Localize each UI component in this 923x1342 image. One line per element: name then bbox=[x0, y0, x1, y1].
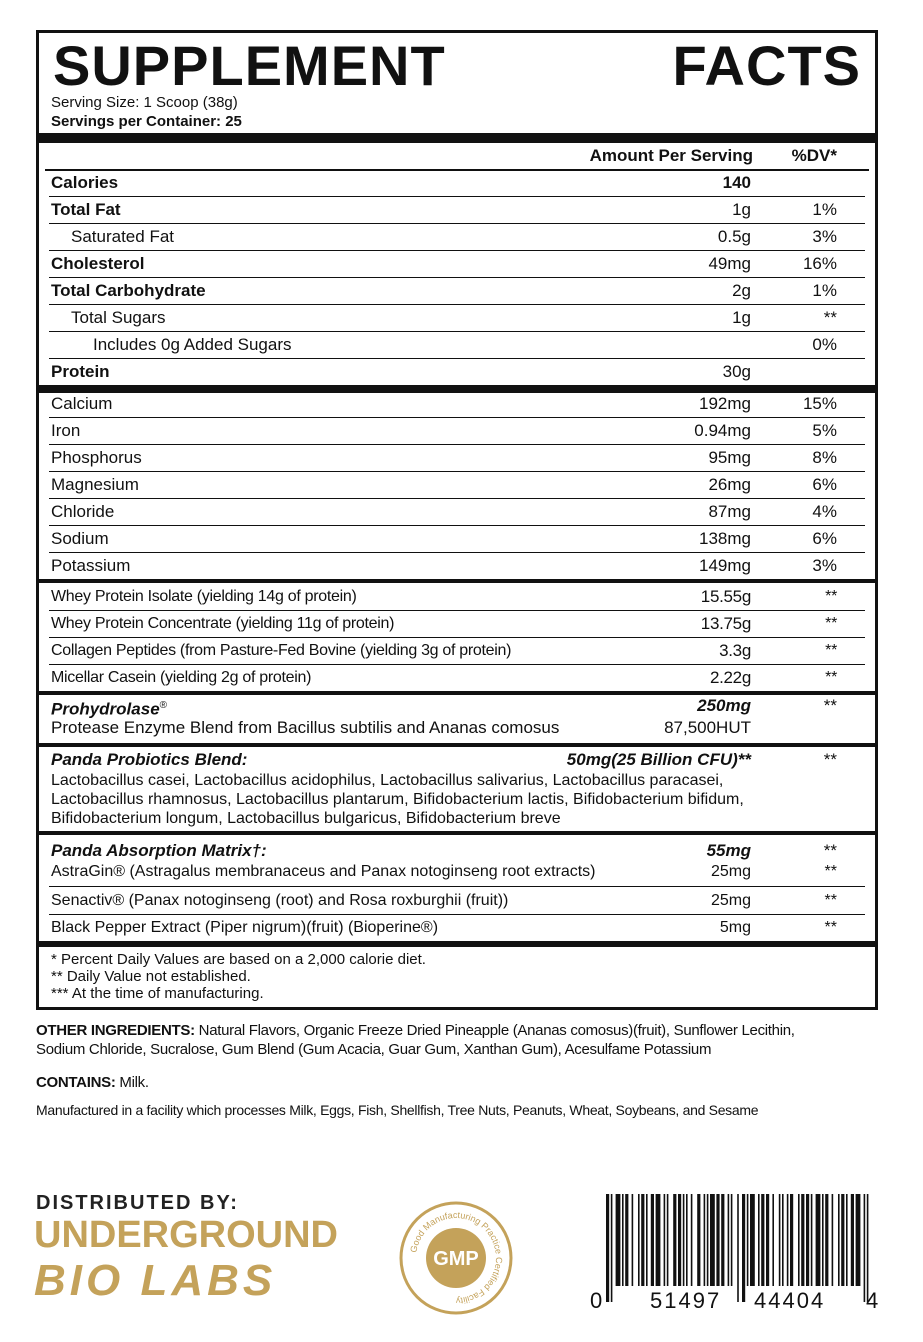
ingredient-label: Black Pepper Extract (Piper nigrum)(fruit) (Bioperine®) bbox=[51, 919, 439, 936]
contains-statement bbox=[36, 1073, 886, 1092]
ingredient-label: Whey Protein Concentrate (yielding 11g of protein) bbox=[51, 615, 395, 632]
barcode-bar bbox=[822, 1194, 824, 1286]
footnote: *** At the time of manufacturing. bbox=[51, 985, 264, 1002]
thick-divider bbox=[39, 579, 875, 583]
barcode-bar bbox=[787, 1194, 789, 1286]
nutrient-row-total-sugars bbox=[39, 305, 875, 331]
barcode-bar bbox=[832, 1194, 834, 1286]
barcode-bar bbox=[721, 1194, 724, 1286]
barcode-bar bbox=[673, 1194, 676, 1286]
dv-header: %DV* bbox=[791, 146, 837, 165]
nutrient-dv: 0% bbox=[812, 335, 837, 354]
ingredient-dv: ** bbox=[824, 863, 837, 880]
nutrient-amount: 1g bbox=[732, 200, 751, 219]
barcode-bar bbox=[856, 1194, 861, 1286]
nutrient-label: Phosphorus bbox=[51, 448, 142, 467]
barcode-bar bbox=[731, 1194, 733, 1286]
nutrient-dv: 1% bbox=[812, 281, 837, 300]
barcode-bar bbox=[801, 1194, 804, 1286]
barcode-icon bbox=[588, 1192, 884, 1312]
ingredient-amount: 3.3g bbox=[719, 641, 751, 660]
ingredient-amount: 15.55g bbox=[700, 587, 751, 606]
absorption-item-senactiv bbox=[39, 889, 875, 913]
barcode-digits-right: 44404 bbox=[754, 1288, 826, 1312]
nutrient-amount: 1g bbox=[732, 308, 751, 327]
barcode-digits-left: 51497 bbox=[650, 1288, 722, 1312]
nutrient-amount: 95mg bbox=[708, 448, 751, 467]
prohydrolase-row bbox=[39, 695, 875, 717]
absorption-dv: ** bbox=[823, 841, 837, 860]
mineral-row-magnesium bbox=[39, 472, 875, 498]
barcode-bar bbox=[632, 1194, 634, 1286]
barcode-bar bbox=[864, 1194, 866, 1302]
nutrient-amount: 26mg bbox=[708, 475, 751, 494]
barcode-bar bbox=[851, 1194, 854, 1286]
nutrient-label: Saturated Fat bbox=[71, 227, 175, 246]
thick-divider bbox=[39, 743, 875, 747]
nutrient-label: Chloride bbox=[51, 502, 115, 521]
nutrient-amount: 140 bbox=[722, 173, 751, 192]
barcode-bar bbox=[772, 1194, 774, 1286]
column-header-row bbox=[39, 143, 875, 169]
barcode-bar bbox=[716, 1194, 719, 1286]
panel-title bbox=[53, 34, 861, 97]
nutrient-dv: 3% bbox=[812, 556, 837, 575]
probiotics-strain-line: Lactobacillus casei, Lactobacillus acidophilus, Lactobacillus salivarius, Lactobacillus paracasei, bbox=[51, 772, 724, 789]
barcode-bar bbox=[742, 1194, 745, 1302]
thick-divider bbox=[39, 831, 875, 835]
ingredient-dv: ** bbox=[825, 669, 837, 686]
barcode-digit-check: 4 bbox=[866, 1288, 879, 1312]
absorption-row bbox=[39, 841, 875, 861]
nutrient-label: Calories bbox=[51, 173, 119, 192]
probiotics-amount: 50mg(25 Billion CFU)** bbox=[566, 750, 751, 769]
probiotics-name: Panda Probiotics Blend: bbox=[51, 750, 248, 769]
prohydrolase-sub-row bbox=[39, 717, 875, 739]
footnote: ** Daily Value not established. bbox=[51, 968, 251, 985]
mineral-row-sodium bbox=[39, 526, 875, 552]
ingredient-label: Micellar Casein (yielding 2g of protein) bbox=[51, 669, 312, 686]
nutrient-amount: 0.5g bbox=[717, 227, 751, 246]
nutrient-label: Sodium bbox=[51, 529, 109, 548]
nutrient-label: Calcium bbox=[51, 394, 113, 413]
barcode-bar bbox=[806, 1194, 809, 1286]
ingredient-label: AstraGin® (Astragalus membranaceus and Panax notoginseng root extracts) bbox=[51, 863, 596, 880]
barcode-bar bbox=[747, 1194, 749, 1286]
barcode-bar bbox=[825, 1194, 828, 1286]
title-supplement: SUPPLEMENT bbox=[53, 34, 446, 97]
barcode-bar bbox=[790, 1194, 793, 1286]
nutrient-label: Total Sugars bbox=[71, 308, 166, 327]
nutrient-amount: 2g bbox=[732, 281, 751, 300]
ingredient-amount: 13.75g bbox=[700, 614, 751, 633]
nutrient-amount: 138mg bbox=[699, 529, 751, 548]
other-ingredients-label: OTHER INGREDIENTS: bbox=[36, 1022, 195, 1039]
barcode-bar bbox=[686, 1194, 688, 1286]
barcode-bar bbox=[641, 1194, 644, 1286]
amount-per-serving-header: Amount Per Serving bbox=[589, 146, 753, 165]
barcode-bar bbox=[782, 1194, 784, 1286]
ingredient-dv: ** bbox=[824, 919, 837, 936]
contains-label: CONTAINS: bbox=[36, 1074, 116, 1091]
barcode-bar bbox=[841, 1194, 844, 1286]
barcode-bar bbox=[638, 1194, 640, 1286]
divider bbox=[49, 914, 865, 915]
barcode-bar bbox=[606, 1194, 609, 1302]
thick-divider bbox=[39, 133, 875, 143]
nutrient-dv: 8% bbox=[812, 448, 837, 467]
absorption-amount: 55mg bbox=[706, 841, 751, 860]
nutrient-label: Includes 0g Added Sugars bbox=[93, 335, 292, 354]
ingredient-amount: 25mg bbox=[710, 863, 751, 880]
ingredient-amount: 2.22g bbox=[709, 668, 751, 687]
absorption-item-astragin bbox=[39, 861, 875, 883]
barcode-bar bbox=[710, 1194, 715, 1286]
nutrient-row-total-fat bbox=[39, 197, 875, 223]
servings-per-container: Servings per Container: 25 bbox=[51, 113, 242, 130]
nutrient-row-calories bbox=[39, 170, 875, 196]
barcode-bar bbox=[867, 1194, 869, 1302]
nutrient-amount: 0.94mg bbox=[694, 421, 751, 440]
barcode-bar bbox=[737, 1194, 739, 1302]
mineral-row-phosphorus bbox=[39, 445, 875, 471]
prohydrolase-sub-label: Protease Enzyme Blend from Bacillus subtilis and Ananas comosus bbox=[51, 718, 560, 737]
ingredient-amount: 25mg bbox=[710, 892, 751, 909]
protein-row-whey-isolate bbox=[39, 584, 875, 610]
nutrient-row-saturated-fat bbox=[39, 224, 875, 250]
nutrient-amount: 192mg bbox=[699, 394, 751, 413]
serving-info bbox=[51, 93, 242, 131]
nutrient-row-cholesterol bbox=[39, 251, 875, 277]
nutrient-label: Cholesterol bbox=[51, 254, 145, 273]
ingredient-dv: ** bbox=[825, 615, 837, 632]
prohydrolase-amount: 250mg bbox=[697, 696, 751, 715]
barcode-bar bbox=[838, 1194, 840, 1286]
divider bbox=[49, 886, 865, 887]
barcode-bar bbox=[656, 1194, 661, 1286]
nutrient-dv: 4% bbox=[812, 502, 837, 521]
nutrient-dv: 16% bbox=[802, 254, 837, 273]
nutrient-label: Protein bbox=[51, 362, 110, 381]
nutrient-row-added-sugars bbox=[39, 332, 875, 358]
prohydrolase-dv: ** bbox=[823, 696, 837, 715]
brand-logo-line1: UNDERGROUND bbox=[34, 1214, 338, 1256]
contains-text: Milk. bbox=[119, 1074, 149, 1091]
gmp-center-text: GMP bbox=[433, 1248, 479, 1270]
ingredient-label: Whey Protein Isolate (yielding 14g of protein) bbox=[51, 588, 357, 605]
barcode-bar bbox=[667, 1194, 669, 1286]
barcode-bar bbox=[779, 1194, 781, 1286]
nutrient-label: Total Fat bbox=[51, 200, 121, 219]
barcode-bar bbox=[761, 1194, 764, 1286]
nutrient-dv: 6% bbox=[812, 529, 837, 548]
absorption-name: Panda Absorption Matrix†: bbox=[51, 841, 267, 860]
mineral-row-calcium bbox=[39, 391, 875, 417]
nutrient-row-total-carbohydrate bbox=[39, 278, 875, 304]
nutrient-dv: 1% bbox=[812, 200, 837, 219]
barcode-digit-system: 0 bbox=[590, 1288, 603, 1312]
barcode-bar bbox=[758, 1194, 760, 1286]
probiotics-dv: ** bbox=[823, 750, 837, 769]
nutrient-label: Iron bbox=[51, 421, 81, 440]
nutrient-dv: 15% bbox=[802, 394, 837, 413]
nutrient-label: Potassium bbox=[51, 556, 131, 575]
ingredient-label: Senactiv® (Panax notoginseng (root) and Rosa roxburghii (fruit)) bbox=[51, 892, 509, 909]
prohydrolase-name-text: Prohydrolase bbox=[51, 699, 160, 719]
other-ingredients bbox=[36, 1021, 886, 1059]
distributed-by-label: DISTRIBUTED BY: bbox=[36, 1192, 239, 1214]
ingredient-dv: ** bbox=[824, 892, 837, 909]
thick-divider bbox=[39, 941, 875, 947]
other-ingredients-line: Natural Flavors, Organic Freeze Dried Pineapple (Ananas comosus)(fruit), Sunflower Lecithin, bbox=[198, 1022, 795, 1039]
protein-row-micellar-casein bbox=[39, 665, 875, 691]
barcode-bar bbox=[625, 1194, 628, 1286]
footnotes bbox=[51, 951, 426, 1002]
probiotics-strain-line: Bifidobacterium longum, Lactobacillus bulgaricus, Bifidobacterium breve bbox=[51, 810, 561, 827]
nutrient-label: Total Carbohydrate bbox=[51, 281, 206, 300]
probiotics-strains bbox=[51, 771, 855, 828]
barcode-bar bbox=[750, 1194, 755, 1286]
barcode-bar bbox=[728, 1194, 730, 1286]
nutrient-dv: 5% bbox=[812, 421, 837, 440]
gmp-seal-icon bbox=[398, 1200, 514, 1316]
serving-size: Serving Size: 1 Scoop (38g) bbox=[51, 94, 238, 111]
other-ingredients-line: Sodium Chloride, Sucralose, Gum Blend (Gum Acacia, Guar Gum, Xanthan Gum), Acesulfame Potassium bbox=[36, 1041, 712, 1058]
nutrient-dv: 3% bbox=[812, 227, 837, 246]
barcode-bar bbox=[616, 1194, 621, 1286]
barcode-bar bbox=[846, 1194, 848, 1286]
mineral-row-chloride bbox=[39, 499, 875, 525]
ingredient-amount: 5mg bbox=[719, 919, 751, 936]
barcode-bar bbox=[697, 1194, 700, 1286]
ingredient-dv: ** bbox=[825, 588, 837, 605]
barcode-bar bbox=[646, 1194, 648, 1286]
footnote: * Percent Daily Values are based on a 2,000 calorie diet. bbox=[51, 951, 426, 968]
barcode-bar bbox=[611, 1194, 613, 1302]
ingredient-dv: ** bbox=[825, 642, 837, 659]
barcode-bar bbox=[683, 1194, 685, 1286]
title-facts: FACTS bbox=[672, 34, 861, 97]
probiotics-row bbox=[39, 749, 875, 771]
facility-statement: Manufactured in a facility which processes Milk, Eggs, Fish, Shellfish, Tree Nuts, Peanuts, Wheat, Soybeans, and Sesame bbox=[36, 1102, 759, 1118]
nutrient-amount: 30g bbox=[722, 362, 751, 381]
barcode-bar bbox=[816, 1194, 821, 1286]
ingredient-label: Collagen Peptides (from Pasture-Fed Bovine (yielding 3g of protein) bbox=[51, 642, 512, 659]
nutrient-amount: 149mg bbox=[699, 556, 751, 575]
barcode-bar bbox=[766, 1194, 769, 1286]
registered-mark: ® bbox=[159, 700, 168, 711]
protein-row-whey-concentrate bbox=[39, 611, 875, 637]
protein-row-collagen bbox=[39, 638, 875, 664]
barcode-bar bbox=[678, 1194, 681, 1286]
barcode-bar bbox=[811, 1194, 813, 1286]
prohydrolase-sub-amount: 87,500HUT bbox=[664, 718, 751, 737]
barcode-bar bbox=[664, 1194, 666, 1286]
mineral-row-iron bbox=[39, 418, 875, 444]
supplement-facts-panel bbox=[36, 30, 878, 1010]
barcode-bar bbox=[622, 1194, 624, 1286]
mineral-row-potassium bbox=[39, 553, 875, 579]
gmp-ring-text: Good Manufacturing Practice Certified Facility bbox=[408, 1209, 505, 1307]
nutrient-dv: 6% bbox=[812, 475, 837, 494]
barcode-bar bbox=[798, 1194, 800, 1286]
nutrient-amount: 87mg bbox=[708, 502, 751, 521]
brand-logo-line2: BIO LABS bbox=[34, 1256, 277, 1305]
barcode-bar bbox=[704, 1194, 706, 1286]
barcode-bar bbox=[651, 1194, 654, 1286]
nutrient-row-protein bbox=[39, 359, 875, 385]
nutrient-label: Magnesium bbox=[51, 475, 139, 494]
probiotics-strain-line: Lactobacillus rhamnosus, Lactobacillus plantarum, Bifidobacterium lactis, Bifidobacterium bifidum, bbox=[51, 791, 744, 808]
absorption-item-black-pepper bbox=[39, 916, 875, 940]
barcode-bar bbox=[691, 1194, 693, 1286]
nutrient-dv: ** bbox=[823, 308, 837, 327]
barcode-bar bbox=[707, 1194, 709, 1286]
nutrient-amount: 49mg bbox=[708, 254, 751, 273]
